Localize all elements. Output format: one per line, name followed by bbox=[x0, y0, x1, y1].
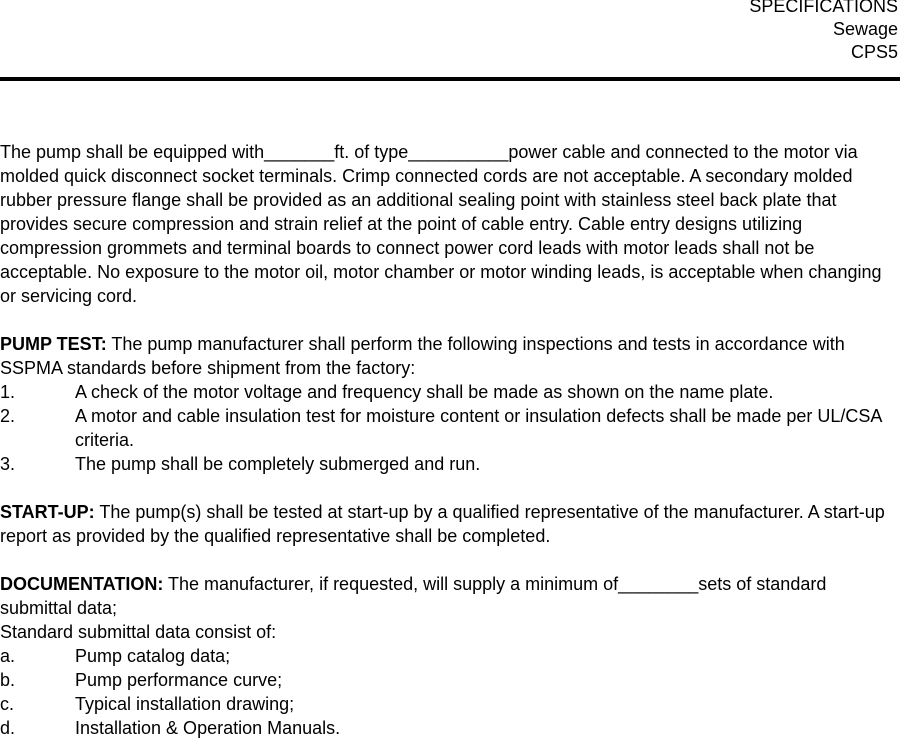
documentation-text: The manufacturer, if requested, will supply a minimum of________sets of standard submittal data; bbox=[0, 574, 827, 618]
list-item bbox=[0, 380, 900, 404]
header-model: CPS5 bbox=[850, 42, 898, 62]
documentation-subheading: Standard submittal data consist of: bbox=[0, 622, 277, 642]
list-item-text: Pump performance curve; bbox=[75, 670, 283, 690]
document-header bbox=[749, 0, 898, 64]
documentation-paragraph bbox=[0, 572, 900, 620]
list-marker: c. bbox=[0, 694, 15, 714]
pump-test-intro-text: The pump manufacturer shall perform the following inspections and tests in accordance with SSPMA standards before shipment from the factory: bbox=[0, 334, 845, 378]
start-up-paragraph bbox=[0, 500, 900, 548]
pump-test-list bbox=[0, 380, 900, 476]
documentation-heading: DOCUMENTATION: bbox=[0, 574, 164, 594]
list-item-text: A motor and cable insulation test for moisture content or insulation defects shall be made per UL/CSA criteria. bbox=[75, 406, 882, 450]
list-marker: 3. bbox=[0, 454, 16, 474]
list-item bbox=[0, 716, 900, 740]
header-divider bbox=[0, 77, 900, 81]
list-item-text: Installation & Operation Manuals. bbox=[75, 718, 341, 738]
start-up-section bbox=[0, 500, 900, 548]
start-up-heading: START-UP: bbox=[0, 502, 95, 522]
list-marker: a. bbox=[0, 646, 16, 666]
list-item-text: The pump shall be completely submerged and run. bbox=[75, 454, 481, 474]
header-title: SPECIFICATIONS bbox=[749, 0, 898, 16]
list-item bbox=[0, 692, 900, 716]
list-item bbox=[0, 644, 900, 668]
list-item-text: Typical installation drawing; bbox=[75, 694, 295, 714]
pump-test-heading: PUMP TEST: bbox=[0, 334, 107, 354]
list-marker: d. bbox=[0, 718, 16, 738]
pump-test-intro bbox=[0, 332, 900, 380]
documentation-section bbox=[0, 572, 900, 740]
documentation-list bbox=[0, 644, 900, 740]
header-category: Sewage bbox=[832, 19, 898, 39]
list-item bbox=[0, 668, 900, 692]
list-marker: 1. bbox=[0, 382, 16, 402]
list-marker: b. bbox=[0, 670, 16, 690]
list-marker: 2. bbox=[0, 406, 16, 426]
list-item bbox=[0, 404, 900, 452]
document-body bbox=[0, 140, 900, 740]
start-up-text: The pump(s) shall be tested at start-up by a qualified representative of the manufacturer. A start-up report as provided by the qualified representative shall be completed. bbox=[0, 502, 885, 546]
cable-paragraph: The pump shall be equipped with_______ft. of type__________power cable and connected to the motor via molded quick disconnect socket terminals. Crimp connected cords are not acceptable. A secondary molded rubber pressure flange shall be provided as an additional sealing point with stainless steel back plate that provides secure compression and strain relief at the point of cable entry. Cable entry designs utilizing compression grommets and terminal boards to connect power cord leads with motor leads shall not be acceptable. No exposure to the motor oil, motor chamber or motor winding leads, is acceptable when changing or servicing cord. bbox=[0, 142, 882, 306]
pump-test-section bbox=[0, 332, 900, 476]
list-item-text: Pump catalog data; bbox=[75, 646, 231, 666]
list-item-text: A check of the motor voltage and frequency shall be made as shown on the name plate. bbox=[75, 382, 774, 402]
list-item bbox=[0, 452, 900, 476]
